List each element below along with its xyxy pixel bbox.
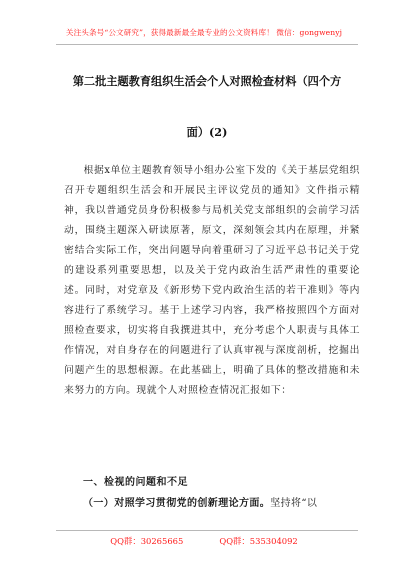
intro-paragraph: 根据x单位主题教育领导小组办公室下发的《关于基层党组织召开专题组织生活会和开展民主评议党员的通知》文件指示精神，我以普通党员身份积极参与局机关党支部组织的会前学习活动，围绕主题深入研读原著，原文，深刻领会其内在原理，并紧密结合实际工作，突出问题导向着重研习了习近平总书记关于党的建设系列重要思想，以及关于党内政治生活严肃性的重要论述。同时，对党章及《新形势下党内政治生活的若干准则》等内容进行了系统学习。基于上述学习内容，我严格按照四个方面对照检查要求，切实将自我撰进其中，充分考虑个人职责与具体工作情况，对自身存在的问题进行了认真审视与深度剖析，挖掘出问题产生的思想根源。在此基础上，明确了具体的整改措施和未来努力的方向。现就个人对照检查情况汇报如下： xyxy=(64,165,360,396)
footer-divider xyxy=(56,530,358,531)
footer xyxy=(0,535,408,547)
section-heading-1: 一、检视的问题和不足 xyxy=(83,477,188,488)
document-body xyxy=(64,161,360,401)
document-title-line-1: 第二批主题教育组织生活会个人对照检查材料（四个方 xyxy=(72,74,342,88)
subsection-1-heading: （一）对照学习贯彻党的创新理论方面。 xyxy=(83,498,271,509)
document-title-line-2: 面）(2) xyxy=(186,125,228,139)
subsection-1-text: 坚持将“以 xyxy=(270,498,318,509)
footer-qq-group-1: QQ群：30265665 xyxy=(110,536,184,546)
header-divider xyxy=(56,44,358,45)
subsection-1 xyxy=(83,494,317,509)
header-banner: 关注头条号“公文研究”，获得最新最全最专业的公文资料库！ 微信：gongwenyj xyxy=(65,28,343,37)
footer-qq-group-2: QQ群：535304092 xyxy=(219,536,298,546)
